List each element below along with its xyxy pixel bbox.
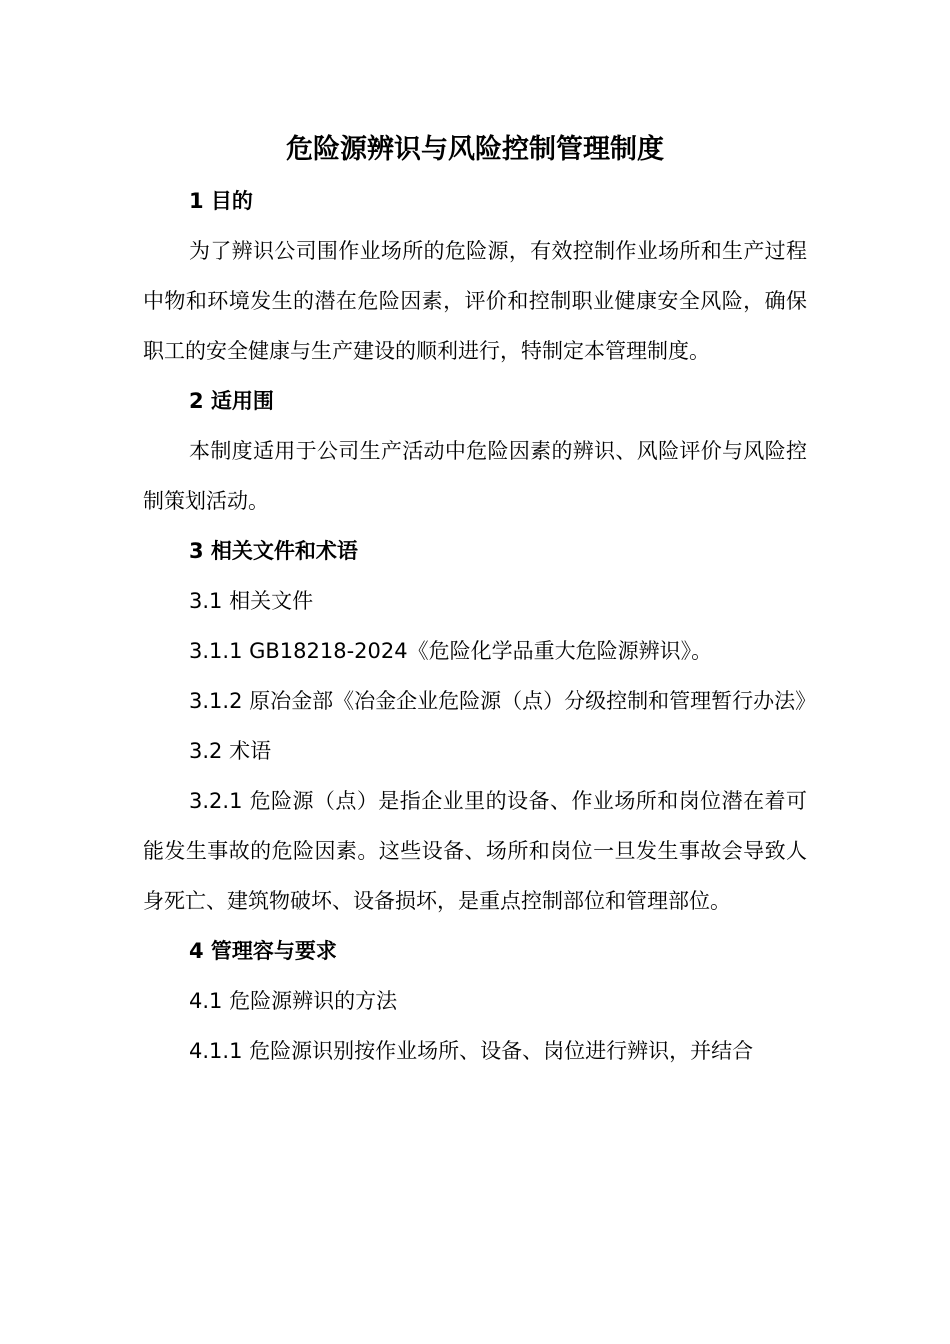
reference-item-1: 3.1.1 GB18218-2024《危险化学品重大危险源辨识》。 xyxy=(189,639,713,663)
section-heading-references: 3 相关文件和术语 xyxy=(189,539,358,563)
section-heading-purpose: 1 目的 xyxy=(189,189,253,213)
section-heading-management: 4 管理容与要求 xyxy=(189,939,337,963)
paragraph-identification-method: 4.1.1 危险源识别按作业场所、设备、岗位进行辨识，并结合 xyxy=(189,1039,754,1063)
paragraph-scope: 本制度适用于公司生产活动中危险因素的辨识、风险评价与风险控制策划活动。 xyxy=(143,439,807,513)
document-body xyxy=(143,176,817,1076)
document-title: 危险源辨识与风险控制管理制度 xyxy=(286,134,664,165)
reference-item-2: 3.1.2 原冶金部《冶金企业危险源（点）分级控制和管理暂行办法》 xyxy=(189,689,817,713)
paragraph-purpose: 为了辨识公司围作业场所的危险源，有效控制作业场所和生产过程中物和环境发生的潜在危险因素，评价和控制职业健康安全风险，确保职工的安全健康与生产建设的顺利进行，特制定本管理制度。 xyxy=(143,239,807,363)
subheading-identification-method: 4.1 危险源辨识的方法 xyxy=(189,989,398,1013)
subheading-related-documents: 3.1 相关文件 xyxy=(189,589,314,613)
term-definition-hazard-source: 3.2.1 危险源（点）是指企业里的设备、作业场所和岗位潜在着可能发生事故的危险因素。这些设备、场所和岗位一旦发生事故会导致人身死亡、建筑物破坏、设备损坏，是重点控制部位和管理部位。 xyxy=(143,789,807,913)
section-heading-scope: 2 适用围 xyxy=(189,389,274,413)
subheading-terms: 3.2 术语 xyxy=(189,739,272,763)
